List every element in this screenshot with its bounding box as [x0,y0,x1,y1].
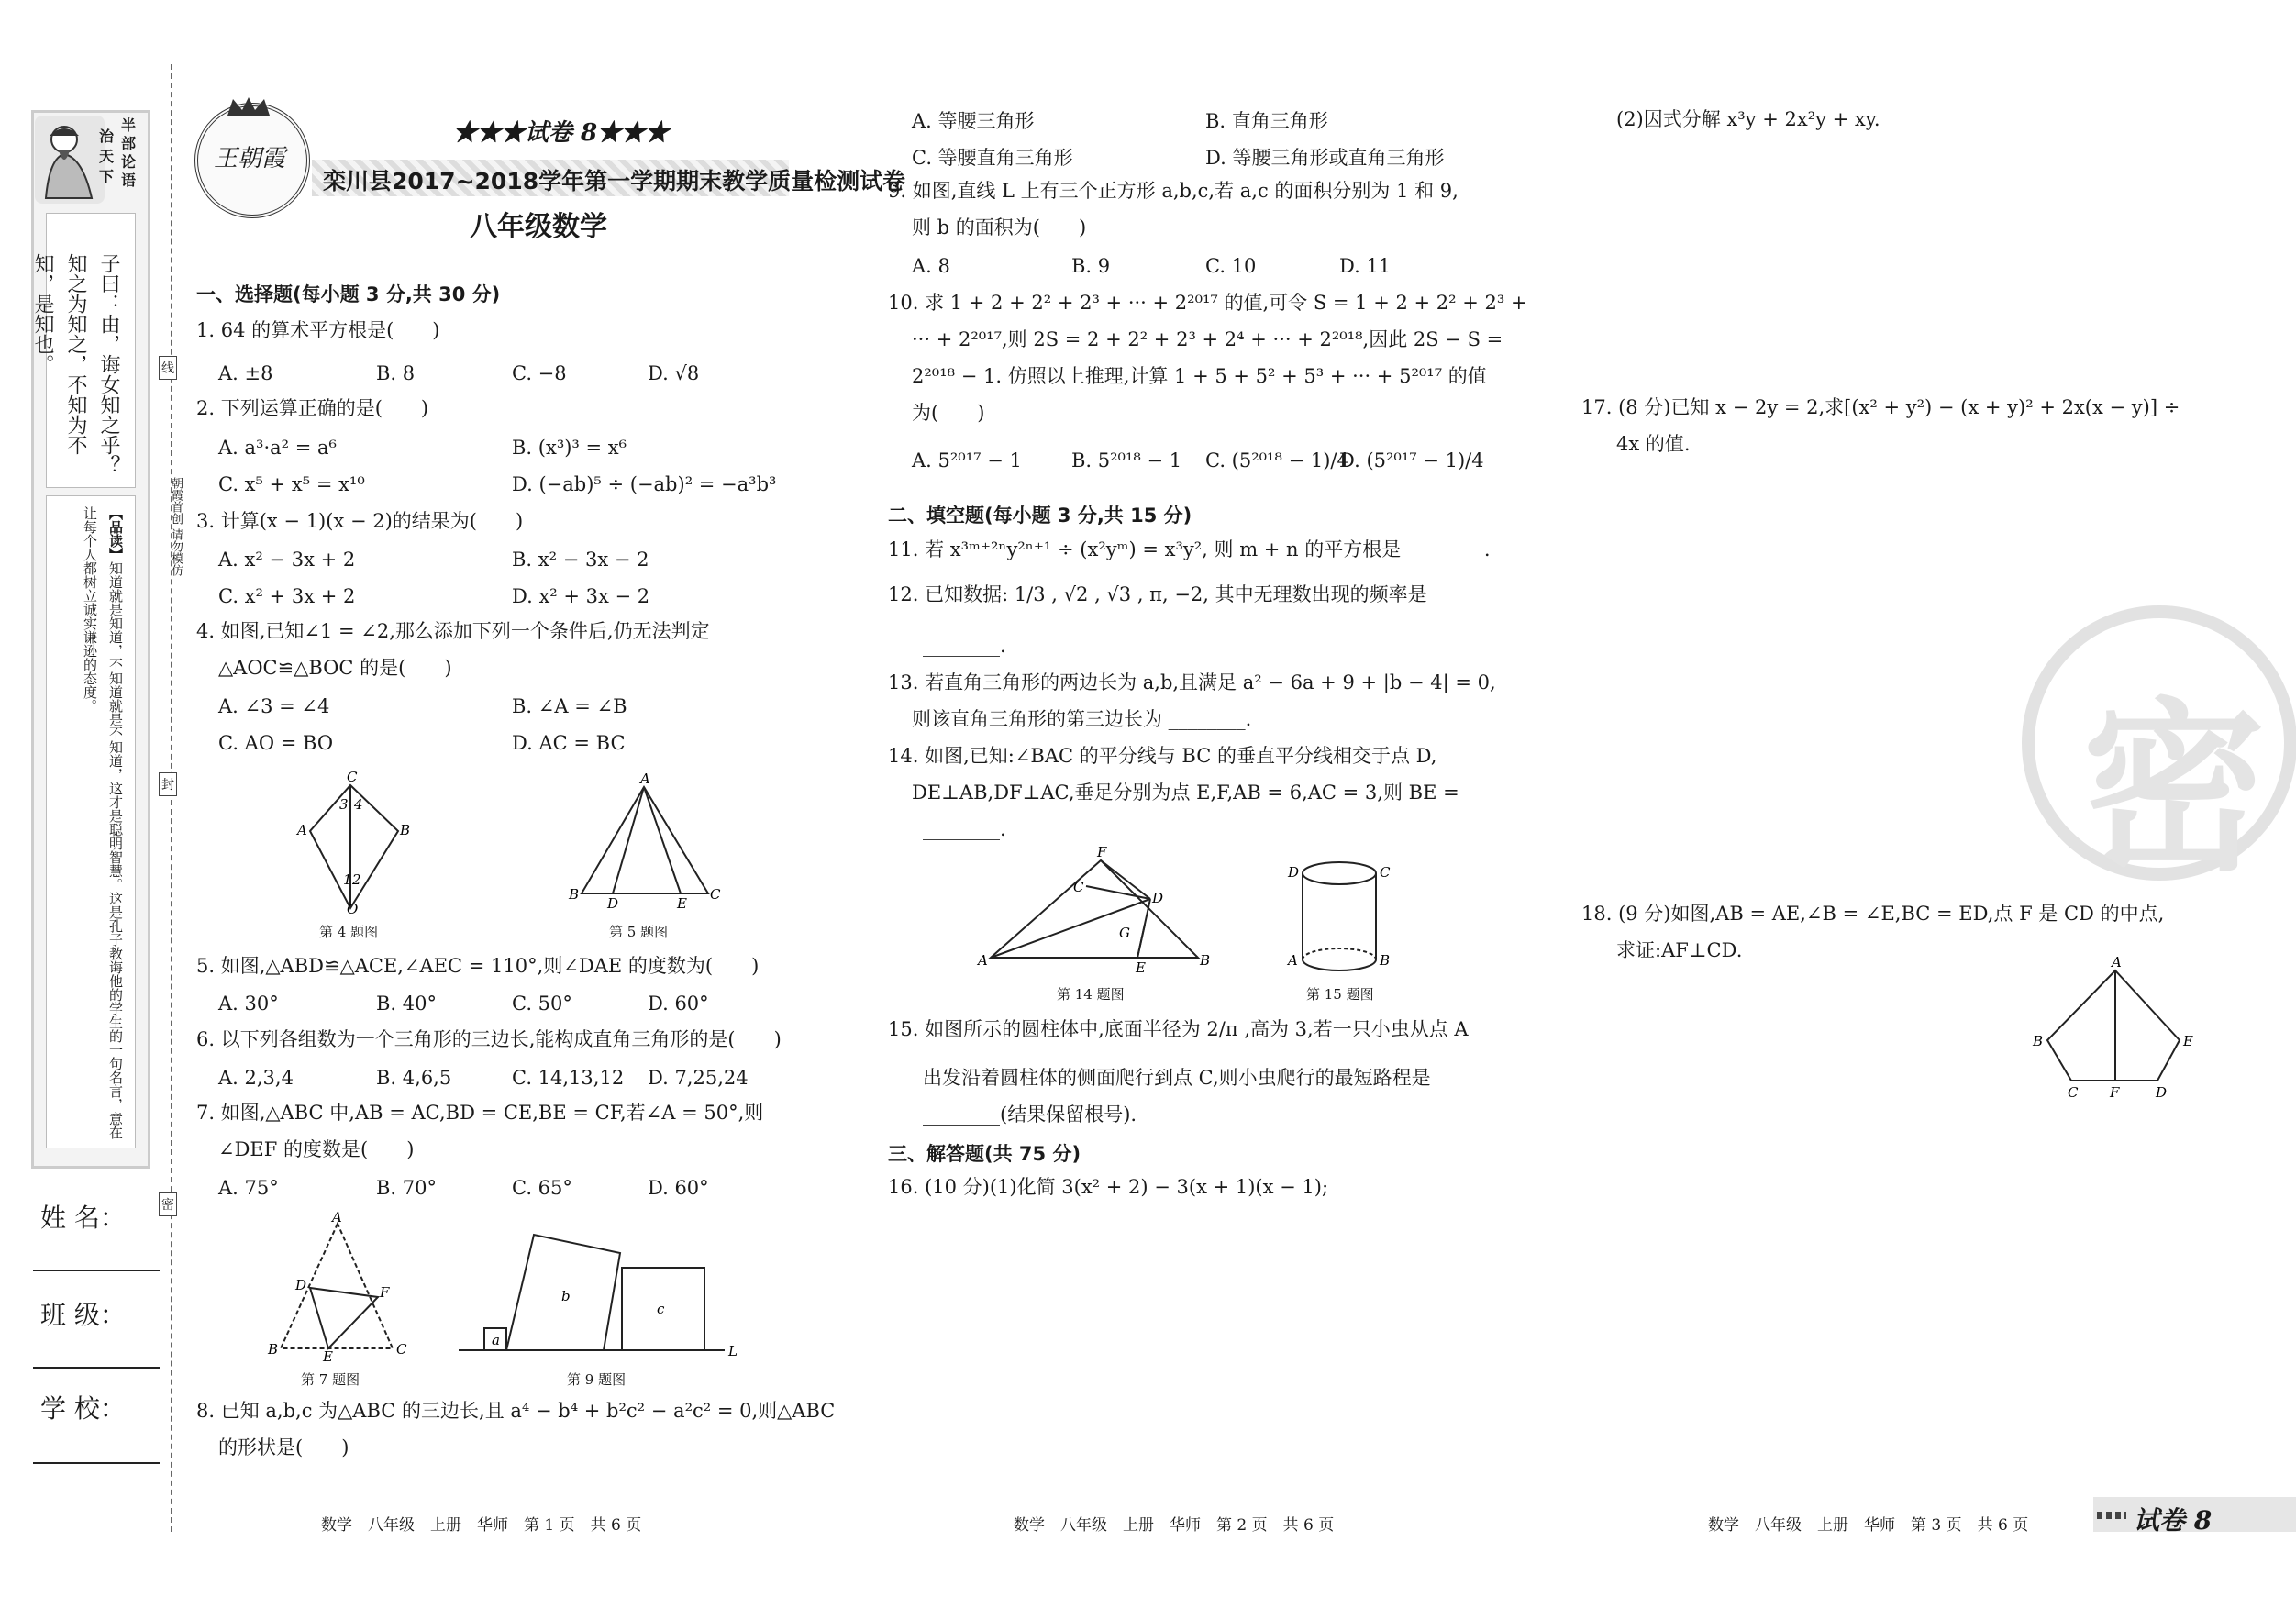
svg-text:C: C [2068,1084,2079,1101]
q9-option-d[interactable]: D. 11 [1339,255,1392,277]
q10-stem-line4: 为( ) [912,402,985,424]
q2-option-d[interactable]: D. (−ab)⁵ ÷ (−ab)² = −a³b³ [512,473,777,495]
figure-q14 [978,842,1220,980]
svg-text:L: L [728,1343,738,1359]
q15-stem-line2: 出发沿着圆柱体的侧面爬行到点 C,则小虫爬行的最短路程是 [923,1067,1431,1089]
q9-figure-caption: 第 9 题图 [567,1371,627,1388]
q3-option-c[interactable]: C. x² + 3x + 2 [218,585,356,607]
footer-page2: 数学 八年级 上册 华师 第 2 页 共 6 页 [1014,1516,1335,1535]
confucius-quote: 子曰：由，诲女知之乎？知之为知之，不知为不知，是知也。 [31,253,120,475]
q3-stem: 3. 计算(x − 1)(x − 2)的结果为( ) [196,510,524,532]
q4-option-c[interactable]: C. AO = BO [218,732,334,754]
q14-stem-line3[interactable]: ________. [923,818,1006,840]
svg-text:B: B [400,822,411,838]
q3-option-d[interactable]: D. x² + 3x − 2 [512,585,650,607]
footer-page1: 数学 八年级 上册 华师 第 1 页 共 6 页 [321,1516,642,1535]
svg-text:B: B [1200,952,1211,969]
svg-text:G: G [1119,925,1130,941]
q10-option-a[interactable]: A. 5²⁰¹⁷ − 1 [912,449,1022,471]
svg-text:A: A [640,771,650,787]
reading-title: 【品读】 [107,506,124,561]
svg-text:C: C [347,769,358,785]
footer-page3: 数学 八年级 上册 华师 第 3 页 共 6 页 [1708,1516,2029,1535]
q4-figure-caption: 第 4 题图 [319,924,379,940]
svg-text:A: A [2112,954,2122,970]
svg-text:F: F [1097,844,1107,860]
q9-stem-line2: 则 b 的面积为( ) [912,216,1087,238]
q14-figure-caption: 第 14 题图 [1057,986,1125,1003]
margin-mark-line: 线 [159,356,177,380]
logo-crown-icon [226,95,272,117]
q13-stem-line2: 则该直角三角形的第三边长为 ________. [912,708,1252,730]
q10-option-c[interactable]: C. (5²⁰¹⁸ − 1)/4 [1205,449,1349,471]
q1-option-b[interactable]: B. 8 [376,362,416,384]
svg-text:1: 1 [343,871,352,888]
figure-q18 [2018,954,2202,1101]
q13-stem-line1: 13. 若直角三角形的两边长为 a,b,且满足 a² − 6a + 9 + |b − 4| = 0, [888,671,1496,693]
q6-option-c[interactable]: C. 14,13,12 [512,1067,625,1089]
exam-subject: 八年级数学 [470,211,607,243]
svg-text:D: D [1152,890,1164,906]
q8-option-d[interactable]: D. 等腰三角形或直角三角形 [1205,147,1445,169]
q7-stem-line1: 7. 如图,△ABC 中,AB = AC,BD = CE,BE = CF,若∠A = 50°,则 [196,1102,764,1124]
q4-option-a[interactable]: A. ∠3 = ∠4 [218,695,330,717]
q12-stem-line2[interactable]: ________. [923,635,1006,657]
q7-option-d[interactable]: D. 60° [648,1177,709,1199]
q7-figure-caption: 第 7 题图 [301,1371,360,1388]
q8-option-a[interactable]: A. 等腰三角形 [912,110,1035,132]
q7-stem-line2: ∠DEF 的度数是( ) [218,1138,415,1160]
svg-text:A: A [332,1209,342,1225]
svg-text:F: F [2110,1084,2120,1101]
q5-option-a[interactable]: A. 30° [218,993,279,1015]
figure-q15 [1286,859,1396,978]
q16-part2: (2)因式分解 x³y + 2x²y + xy. [1616,108,1880,130]
q1-stem: 1. 64 的算术平方根是( ) [196,319,440,341]
q11-stem: 11. 若 x³ᵐ⁺²ⁿy²ⁿ⁺¹ ÷ (x²yᵐ) = x³y², 则 m + n 的平方根是 ________. [888,538,1491,560]
svg-text:E: E [1136,959,1146,976]
q6-stem: 6. 以下列各组数为一个三角形的三边长,能构成直角三角形的是( ) [196,1028,782,1050]
q2-option-b[interactable]: B. (x³)³ = x⁶ [512,437,627,459]
svg-text:c: c [657,1301,665,1317]
q9-option-c[interactable]: C. 10 [1205,255,1257,277]
q14-stem-line2: DE⊥AB,DF⊥AC,垂足分别为点 E,F,AB = 6,AC = 3,则 BE = [912,782,1459,804]
svg-text:C: C [1380,864,1391,881]
figure-q9 [459,1229,752,1358]
q7-option-a[interactable]: A. 75° [218,1177,279,1199]
q4-option-b[interactable]: B. ∠A = ∠B [512,695,627,717]
svg-text:O: O [347,901,359,917]
q5-option-c[interactable]: C. 50° [512,993,572,1015]
q10-option-b[interactable]: B. 5²⁰¹⁸ − 1 [1071,449,1182,471]
exam-title: 栾川县2017~2018学年第一学期期末教学质量检测试卷 [323,168,906,194]
svg-text:A: A [297,822,307,838]
q9-stem-line1: 9. 如图,直线 L 上有三个正方形 a,b,c,若 a,c 的面积分别为 1 和 9, [888,180,1459,202]
banner-chars: 半 部 论 语 治 天 下 [99,116,137,189]
q10-option-d[interactable]: D. (5²⁰¹⁷ − 1)/4 [1339,449,1484,471]
q8-option-b[interactable]: B. 直角三角形 [1205,110,1328,132]
q8-stem-line1: 8. 已知 a,b,c 为△ABC 的三边长,且 a⁴ − b⁴ + b²c² − a²c² = 0,则△ABC [196,1400,836,1422]
q12-stem-line1: 12. 已知数据: 1/3 , √2 , √3 , π, −2, 其中无理数出现的频率是 [888,583,1427,605]
svg-text:D: D [1288,864,1300,881]
q15-figure-caption: 第 15 题图 [1306,986,1374,1003]
svg-text:A: A [1288,952,1298,969]
q15-stem-line1: 15. 如图所示的圆柱体中,底面半径为 2/π ,高为 3,若一只小虫从点 A [888,1018,1469,1040]
q9-option-a[interactable]: A. 8 [912,255,950,277]
q4-option-d[interactable]: D. AC = BC [512,732,626,754]
q3-option-b[interactable]: B. x² − 3x − 2 [512,549,649,571]
q6-option-a[interactable]: A. 2,3,4 [218,1067,294,1089]
svg-text:B: B [2033,1033,2044,1049]
school-line[interactable] [33,1462,160,1464]
q18-stem-line2: 求证:AF⊥CD. [1616,939,1743,961]
class-line[interactable] [33,1367,160,1369]
q2-option-c[interactable]: C. x⁵ + x⁵ = x¹⁰ [218,473,365,495]
q2-option-a[interactable]: A. a³·a² = a⁶ [218,437,337,459]
svg-text:D: D [607,895,619,912]
q9-option-b[interactable]: B. 9 [1071,255,1111,277]
q5-option-b[interactable]: B. 40° [376,993,438,1015]
class-label: 班 级： [40,1300,126,1330]
svg-text:E: E [323,1348,333,1365]
svg-text:C: C [1073,879,1084,895]
q3-option-a[interactable]: A. x² − 3x + 2 [218,549,356,571]
footer-dots [2097,1512,2126,1519]
q15-stem-line3: ________(结果保留根号). [923,1103,1137,1126]
logo-text: 王朝霞 [213,145,285,172]
q5-option-d[interactable]: D. 60° [648,993,709,1015]
svg-text:B: B [1380,952,1391,969]
exam-number: ★★★试卷 8★★★ [453,119,670,147]
q2-stem: 2. 下列运算正确的是( ) [196,397,429,419]
figure-q7 [268,1209,415,1365]
svg-text:A: A [978,952,988,969]
svg-text:2: 2 [352,871,361,888]
reading-text: 知道就是知道，不知道就是不知道，这才是聪明智慧。这是孔子教诲他的学生的一句名言，意在让每个人都树立诚实谦逊的态度。 [82,506,124,1139]
name-label: 姓 名： [40,1203,126,1233]
svg-text:3: 3 [339,796,349,813]
svg-text:a: a [492,1332,500,1348]
q1-option-c[interactable]: C. −8 [512,362,567,384]
q18-stem-line1: 18. (9 分)如图,AB = AE,∠B = ∠E,BC = ED,点 F 是 CD 的中点, [1581,903,2165,925]
section-choice: 一、选择题(每小题 3 分,共 30 分) [196,283,501,305]
q7-option-c[interactable]: C. 65° [512,1177,572,1199]
binding-line [171,64,172,1532]
section-fill: 二、填空题(每小题 3 分,共 15 分) [888,505,1192,527]
q1-option-a[interactable]: A. ±8 [218,362,273,384]
svg-text:4: 4 [354,796,363,813]
q5-figure-caption: 第 5 题图 [609,924,669,940]
q10-stem-line3: 2²⁰¹⁸ − 1. 仿照以上推理,计算 1 + 5 + 5² + 5³ + ··· + 5²⁰¹⁷ 的值 [912,365,1487,387]
svg-text:C: C [710,886,721,903]
q10-stem-line2: ··· + 2²⁰¹⁷,则 2S = 2 + 2² + 2³ + 2⁴ + ··· + 2²⁰¹⁸,因此 2S − S = [912,328,1503,350]
q4-stem-line1: 4. 如图,已知∠1 = ∠2,那么添加下列一个条件后,仍无法判定 [196,620,710,642]
q6-option-d[interactable]: D. 7,25,24 [648,1067,749,1089]
svg-text:B: B [569,886,580,903]
figure-q5 [569,771,721,912]
margin-mark-secret: 密 [159,1192,177,1216]
margin-mark-seal: 封 [159,772,177,796]
q10-stem-line1: 10. 求 1 + 2 + 2² + 2³ + ··· + 2²⁰¹⁷ 的值,可令 S = 1 + 2 + 2² + 2³ + [888,292,1527,314]
figure-q4 [294,771,422,917]
q17-stem-line2: 4x 的值. [1616,433,1691,455]
margin-note: 朝霞首创 请勿模仿 [169,477,183,577]
q16-stem: 16. (10 分)(1)化简 3(x² + 2) − 3(x + 1)(x − 1); [888,1176,1329,1198]
svg-text:E: E [677,895,687,912]
svg-text:D: D [295,1277,307,1293]
reading-note [51,506,128,1139]
svg-text:E: E [2183,1033,2193,1049]
section-answer: 三、解答题(共 75 分) [888,1143,1081,1165]
svg-text:B: B [268,1341,279,1358]
school-label: 学 校： [40,1393,126,1424]
q7-option-b[interactable]: B. 70° [376,1177,438,1199]
secret-stamp-char: 密 [2082,682,2267,896]
confucius-portrait-icon [37,117,103,202]
svg-text:C: C [396,1341,407,1358]
q8-stem-line2: 的形状是( ) [218,1436,349,1458]
q8-option-c[interactable]: C. 等腰直角三角形 [912,147,1073,169]
q14-stem-line1: 14. 如图,已知:∠BAC 的平分线与 BC 的垂直平分线相交于点 D, [888,745,1437,767]
name-line[interactable] [33,1270,160,1271]
q4-stem-line2: △AOC≌△BOC 的是( ) [218,657,452,679]
q6-option-b[interactable]: B. 4,6,5 [376,1067,452,1089]
svg-text:F: F [380,1284,390,1301]
svg-text:b: b [561,1288,571,1304]
q17-stem-line1: 17. (8 分)已知 x − 2y = 2,求[(x² + y²) − (x + y)² + 2x(x − y)] ÷ [1581,396,2180,418]
q5-stem: 5. 如图,△ABD≌△ACE,∠AEC = 110°,则∠DAE 的度数为( ) [196,955,760,977]
footer-exam-tag: 试卷 8 [2134,1505,2213,1536]
svg-text:D: D [2156,1084,2168,1101]
q1-option-d[interactable]: D. √8 [648,362,700,384]
